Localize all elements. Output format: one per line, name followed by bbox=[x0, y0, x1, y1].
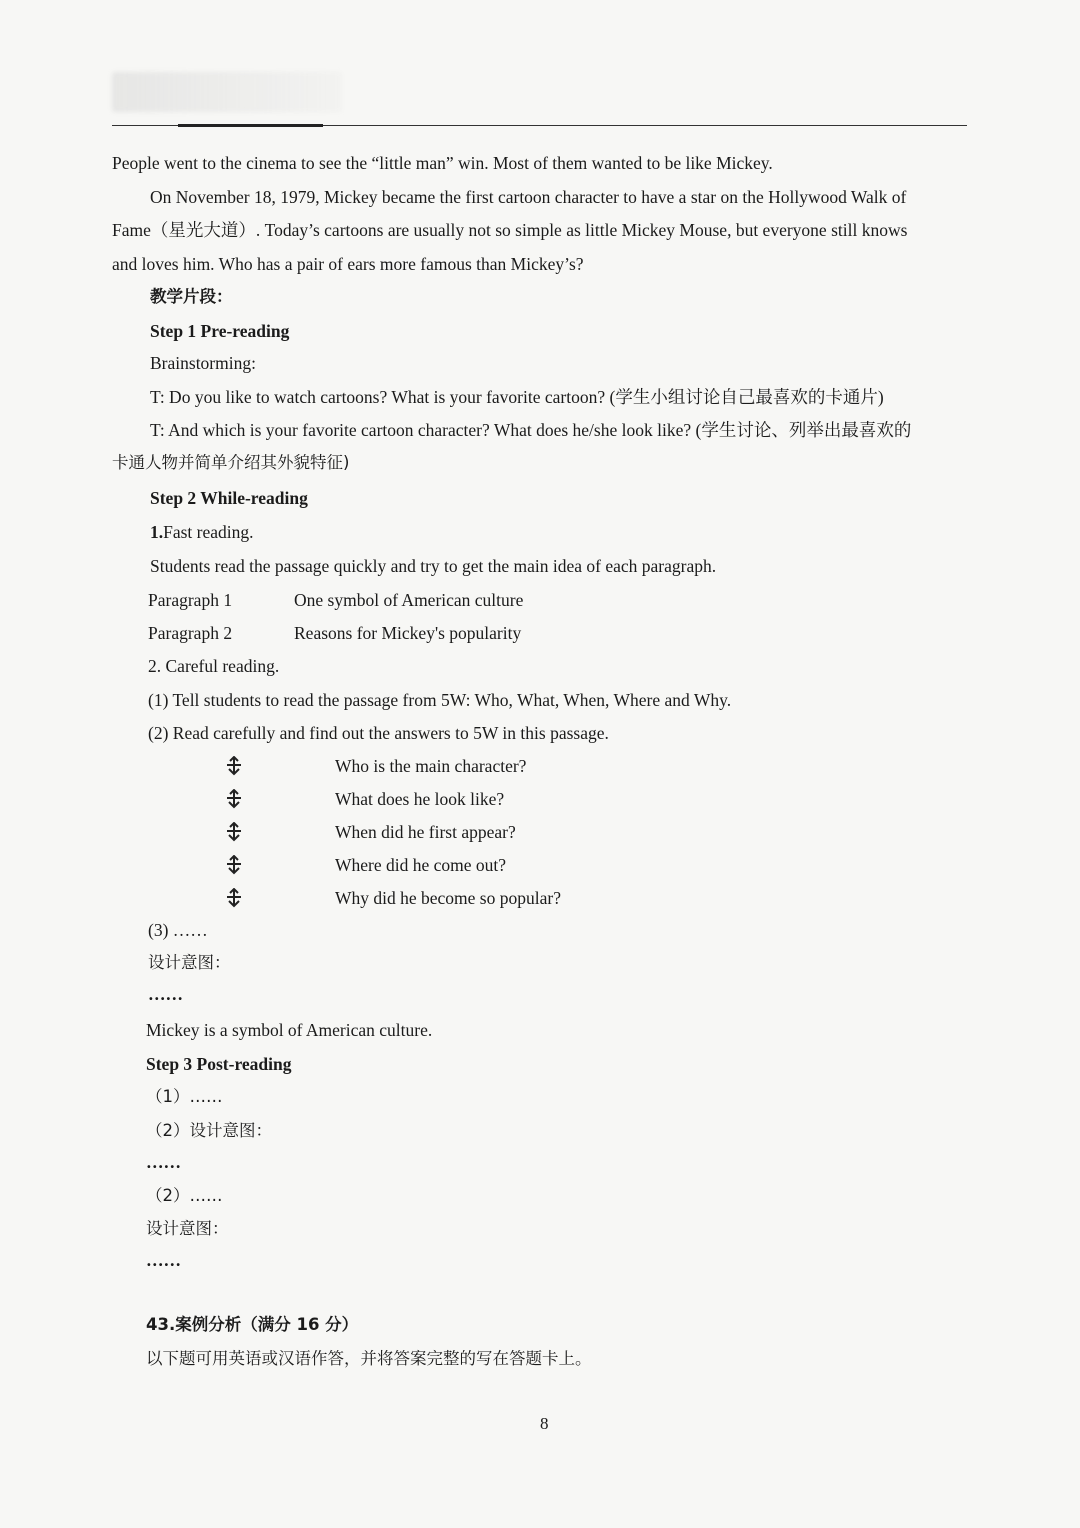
body-line-3: Fame（星光大道）. Today’s cartoons are usually not so simple as little Mickey Mouse, but everyone still knows bbox=[112, 220, 908, 240]
step2-title: Step 2 While-reading bbox=[150, 488, 308, 508]
arrow-bullet-icon bbox=[225, 789, 243, 809]
ellipsis: …… bbox=[146, 1250, 181, 1270]
body-line-4: and loves him. Who has a pair of ears more famous than Mickey’s? bbox=[112, 254, 584, 274]
question-43-title: 43.案例分析（满分 16 分） bbox=[146, 1315, 359, 1334]
body-line-2: On November 18, 1979, Mickey became the first cartoon character to have a star on the Hollywood Walk of bbox=[150, 187, 907, 207]
question-2a: T: And which is your favorite cartoon character? What does he/she look like? (学生讨论、列举出最喜欢的 bbox=[150, 420, 912, 440]
five-w-question: What does he look like? bbox=[335, 789, 505, 809]
paragraph-row bbox=[148, 589, 523, 611]
paragraph-idea: Reasons for Mickey's popularity bbox=[294, 623, 522, 643]
careful-reading-heading: 2. Careful reading. bbox=[148, 656, 280, 676]
paragraph-idea: One symbol of American culture bbox=[294, 590, 524, 610]
fast-reading-desc: Students read the passage quickly and try to get the main idea of each paragraph. bbox=[150, 556, 717, 576]
ellipsis: …… bbox=[148, 984, 183, 1004]
page-number: 8 bbox=[540, 1414, 549, 1433]
five-w-question: Who is the main character? bbox=[335, 756, 527, 776]
teaching-heading: 教学片段： bbox=[150, 287, 233, 306]
fast-reading-number: 1. bbox=[150, 522, 164, 542]
arrow-bullet-icon bbox=[225, 855, 243, 875]
post-reading-1: （1）…… bbox=[146, 1087, 223, 1106]
arrow-bullet-icon bbox=[225, 888, 243, 908]
design-intent-label: 设计意图： bbox=[146, 1219, 229, 1238]
fast-reading-label: Fast reading. bbox=[163, 522, 254, 542]
step3-title: Step 3 Post-reading bbox=[146, 1054, 292, 1074]
five-w-question: When did he first appear? bbox=[335, 822, 516, 842]
step1-title: Step 1 Pre-reading bbox=[150, 321, 290, 341]
question-2b: 卡通人物并简单介绍其外貌特征) bbox=[112, 453, 350, 472]
post-reading-2-intent: （2）设计意图： bbox=[146, 1121, 272, 1140]
body-line-1: People went to the cinema to see the “little man” win. Most of them wanted to be like Mickey. bbox=[112, 153, 773, 173]
paragraph-label: Paragraph 2 bbox=[148, 623, 233, 643]
arrow-bullet-icon bbox=[225, 756, 243, 776]
fast-reading-heading bbox=[150, 521, 254, 543]
paragraph-label: Paragraph 1 bbox=[148, 590, 233, 610]
careful-step-1: (1) Tell students to read the passage from 5W: Who, What, When, Where and Why. bbox=[148, 690, 732, 710]
ellipsis: …… bbox=[146, 1152, 181, 1172]
brainstorming-label: Brainstorming: bbox=[150, 353, 256, 373]
post-reading-3: （2）…… bbox=[146, 1186, 223, 1205]
header-rule-accent bbox=[178, 124, 323, 127]
design-intent-label: 设计意图： bbox=[148, 953, 231, 972]
paragraph-row bbox=[148, 622, 521, 644]
symbol-line: Mickey is a symbol of American culture. bbox=[146, 1020, 433, 1040]
five-w-question: Where did he come out? bbox=[335, 855, 507, 875]
careful-step-3: (3) …… bbox=[148, 920, 208, 940]
question-43-instruction: 以下题可用英语或汉语作答，并将答案完整的写在答题卡上。 bbox=[146, 1349, 592, 1368]
question-1: T: Do you like to watch cartoons? What is your favorite cartoon? (学生小组讨论自己最喜欢的卡通片) bbox=[150, 387, 884, 407]
faded-header-mark bbox=[112, 72, 342, 112]
careful-step-2: (2) Read carefully and find out the answers to 5W in this passage. bbox=[148, 723, 609, 743]
arrow-bullet-icon bbox=[225, 822, 243, 842]
five-w-question: Why did he become so popular? bbox=[335, 888, 561, 908]
